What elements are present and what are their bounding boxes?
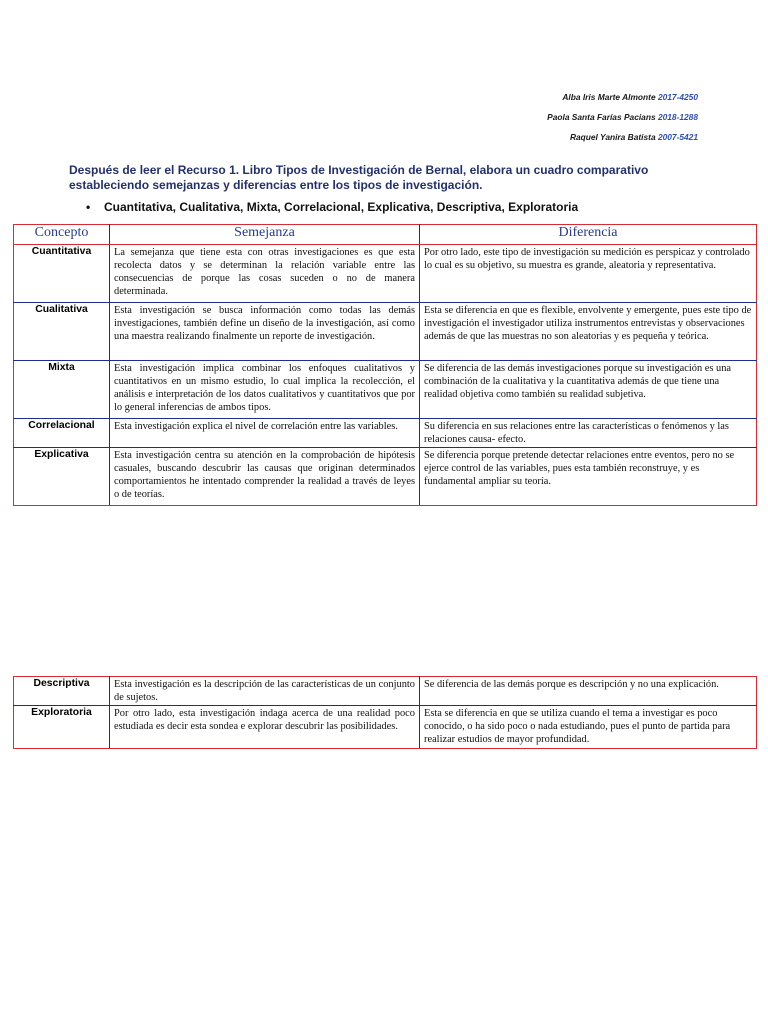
concept-cell: Correlacional [14,419,110,448]
table-row [14,419,757,448]
author-id: 2017-4250 [657,92,698,102]
similarity-cell: Por otro lado, esta investigación indaga acerca de una realidad poco estudiada es decir esta sondea e explorar descubrir las posibilidades. [110,706,420,749]
table-row [14,361,757,419]
header-semejanza: Semejanza [110,225,420,245]
comparison-table [13,224,757,506]
difference-cell: Su diferencia en sus relaciones entre las características o fenómenos y las relaciones causa- efecto. [420,419,757,448]
bullet-icon: • [86,200,91,214]
table-row [14,677,757,706]
author-id: 2007-5421 [657,132,698,142]
research-types-text: Cuantitativa, Cualitativa, Mixta, Correlacional, Explicativa, Descriptiva, Exploratoria [104,200,579,214]
header-diferencia: Diferencia [420,225,757,245]
comparison-table-continued [13,676,757,749]
author-name: Raquel Yanira Batista [569,132,656,142]
author-line [547,132,698,152]
author-name: Alba Iris Marte Almonte [562,92,656,102]
difference-cell: Se diferencia de las demás porque es descripción y no una explicación. [420,677,757,706]
difference-cell: Esta se diferencia en que se utiliza cuando el tema a investigar es poco conocido, o ha sido poco o nada estudiando, pues el punto de partida para realizar estudios de mayor profundidad. [420,706,757,749]
similarity-cell: Esta investigación es la descripción de las características de un conjunto de sujetos. [110,677,420,706]
research-types-list [86,200,578,214]
concept-cell: Descriptiva [14,677,110,706]
authors-block [547,92,698,152]
similarity-cell: Esta investigación explica el nivel de correlación entre las variables. [110,419,420,448]
table-header-row [14,225,757,245]
similarity-cell: Esta investigación implica combinar los enfoques cualitativos y cuantitativos en un mismo estudio, lo cual implica la recolección, el análisis e interpretación de los datos cualitativos y cuantitativos que por lo general inferencias de ambos tipos. [110,361,420,419]
similarity-cell: Esta investigación se busca información como todas las demás investigaciones, también define un diseño de la investigación, así como una maestra realizando finalmente un reporte de investigación. [110,303,420,361]
table-row [14,448,757,506]
difference-cell: Se diferencia de las demás investigaciones porque su investigación es una combinación de la cualitativa y la cuantitativa además de que tiene una realidad objetiva como también su realidad subjetiva. [420,361,757,419]
similarity-cell: Esta investigación centra su atención en la comprobación de hipótesis casuales, buscando descubrir las causas que originan determinados comportamientos he intentado comprender la realidad a través de leyes o de teorías. [110,448,420,506]
concept-cell: Explicativa [14,448,110,506]
author-id: 2018-1288 [657,112,698,122]
concept-cell: Exploratoria [14,706,110,749]
header-concepto: Concepto [14,225,110,245]
difference-cell: Por otro lado, este tipo de investigación su medición es perspicaz y controlado lo cual es su objetivo, su muestra es grande, aleatoria y representativa. [420,245,757,303]
author-name: Paola Santa Farías Pacians [547,112,656,122]
author-line [547,92,698,112]
table-row [14,303,757,361]
concept-cell: Cualitativa [14,303,110,361]
assignment-instructions: Después de leer el Recurso 1. Libro Tipos de Investigación de Bernal, elabora un cuadro comparativo estableciendo semejanzas y diferencias entre los tipos de investigación. [69,163,649,192]
difference-cell: Se diferencia porque pretende detectar relaciones entre eventos, pero no se ejerce control de las variables, pues esta también reconstruye, y es fundamental ampliar su teoría. [420,448,757,506]
similarity-cell: La semejanza que tiene esta con otras investigaciones es que esta recolecta datos y se determinan la relación variable entre las consecuencias de porque las cosas suceden o no de manera determinada. [110,245,420,303]
table-row [14,706,757,749]
difference-cell: Esta se diferencia en que es flexible, envolvente y emergente, pues este tipo de investigación el investigador utiliza instrumentos entrevistas y observaciones además de que las muestras no son aleatorias y es pequeña y teórica. [420,303,757,361]
concept-cell: Mixta [14,361,110,419]
concept-cell: Cuantitativa [14,245,110,303]
table-row [14,245,757,303]
author-line [547,112,698,132]
